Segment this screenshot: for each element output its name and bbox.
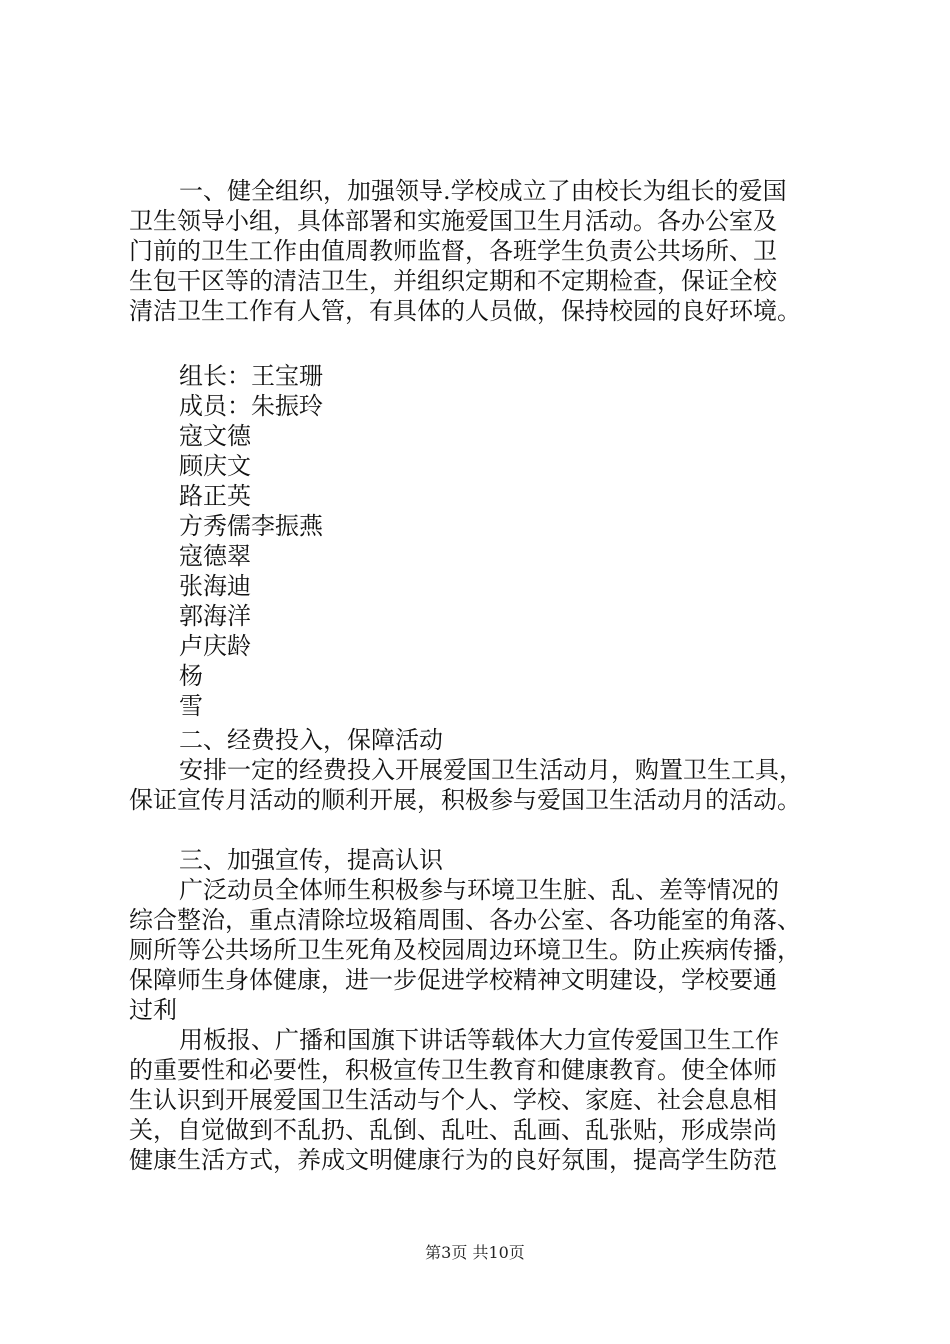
member-line: 成员：朱振玲 (179, 392, 323, 420)
paragraph-line: 保证宣传月活动的顺利开展，积极参与爱国卫生活动月的活动。 (129, 786, 801, 814)
section-heading: 二、经费投入，保障活动 (179, 726, 443, 754)
section-heading: 三、加强宣传，提高认识 (179, 846, 443, 874)
paragraph-line: 生认识到开展爱国卫生活动与个人、学校、家庭、社会息息相 (129, 1086, 777, 1114)
paragraph-line: 卫生领导小组，具体部署和实施爱国卫生月活动。各办公室及 (129, 207, 777, 235)
member-line: 郭海洋 (179, 602, 251, 630)
paragraph-line: 关，自觉做到不乱扔、乱倒、乱吐、乱画、乱张贴，形成崇尚 (129, 1116, 777, 1144)
page-number-footer: 第3页 共10页 (425, 1243, 525, 1262)
member-line: 卢庆龄 (179, 632, 251, 660)
paragraph-line: 厕所等公共场所卫生死角及校园周边环境卫生。防止疾病传播， (129, 936, 801, 964)
paragraph-line: 广泛动员全体师生积极参与环境卫生脏、乱、差等情况的 (179, 876, 779, 904)
member-line: 组长：王宝珊 (179, 362, 323, 390)
paragraph-line: 的重要性和必要性，积极宣传卫生教育和健康教育。使全体师 (129, 1056, 777, 1084)
section-2 (129, 725, 829, 815)
paragraph-line: 综合整治，重点清除垃圾箱周围、各办公室、各功能室的角落、 (129, 906, 801, 934)
member-line: 寇德翠 (179, 542, 251, 570)
section-1-paragraph (129, 176, 829, 326)
paragraph-line: 安排一定的经费投入开展爱国卫生活动月，购置卫生工具， (179, 756, 803, 784)
member-line: 路正英 (179, 482, 251, 510)
paragraph-line: 保障师生身体健康，进一步促进学校精神文明建设，学校要通 (129, 966, 777, 994)
members-list (129, 361, 829, 721)
member-line: 张海迪 (179, 572, 251, 600)
paragraph-line: 门前的卫生工作由值周教师监督，各班学生负责公共场所、卫 (129, 237, 777, 265)
paragraph-line: 一、健全组织，加强领导.学校成立了由校长为组长的爱国 (179, 177, 787, 205)
paragraph-line: 用板报、广播和国旗下讲话等载体大力宣传爱国卫生工作 (179, 1026, 779, 1054)
member-line: 方秀儒李振燕 (179, 512, 323, 540)
paragraph-line: 清洁卫生工作有人管，有具体的人员做，保持校园的良好环境。 (129, 297, 801, 325)
paragraph-line: 生包干区等的清洁卫生，并组织定期和不定期检查，保证全校 (129, 267, 777, 295)
paragraph-line: 健康生活方式，养成文明健康行为的良好氛围，提高学生防范 (129, 1146, 777, 1174)
member-line: 雪 (179, 692, 203, 720)
section-3 (129, 845, 829, 1175)
paragraph-line: 过利 (129, 996, 177, 1024)
member-line: 杨 (179, 662, 203, 690)
member-line: 寇文德 (179, 422, 251, 450)
member-line: 顾庆文 (179, 452, 251, 480)
